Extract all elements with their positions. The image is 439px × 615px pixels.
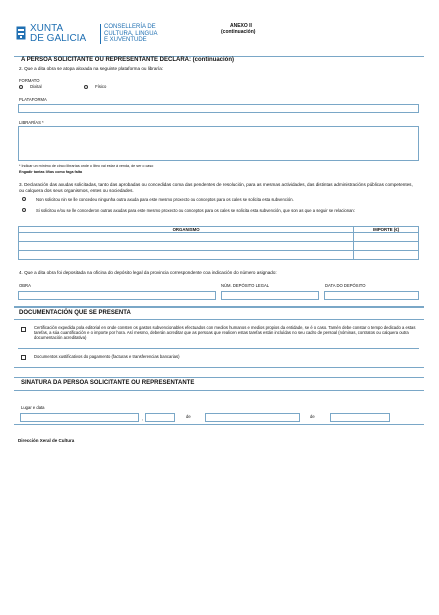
signature-title: SINATURA DA PERSOA SOLICITANTE OU REPRESENTANTE <box>21 380 195 386</box>
day-input[interactable] <box>145 413 175 422</box>
librarias-textarea[interactable] <box>18 126 419 161</box>
annex-title: ANEXO II <box>230 23 252 29</box>
col-organismo: ORGANISMO <box>19 227 354 233</box>
col-importe: IMPORTE (€) <box>354 227 419 233</box>
xunta-logo <box>16 24 106 44</box>
aid-table-row[interactable] <box>19 242 419 251</box>
date-comma: , <box>142 416 144 421</box>
deposit-number-input[interactable] <box>221 291 319 300</box>
doc-certificacion-label: Certificación expedida pola editorial en onde consten os gastos subvencionables efectuados con medios humanos e medios propios da entidade, se é o caso. Tamén debe constar o tempo dedicado a estas tarefas, a súa cuantificación e o importe por hora. Así mesmo, deberán acreditar que as persoas que realicen estas tarefas están incluídas no seu cadro de persoal (nóminas, contratos ou calquera outra documentación acreditativa) <box>34 325 416 340</box>
importe-cell[interactable] <box>354 242 419 251</box>
importe-cell[interactable] <box>354 233 419 242</box>
doc-divider <box>18 348 419 349</box>
aid-option-yes[interactable] <box>22 208 417 213</box>
dept-line-1: CONSELLERÍA DE <box>104 24 156 30</box>
year-input[interactable] <box>330 413 390 422</box>
date-de-1: de <box>186 414 191 419</box>
format-digital-option[interactable] <box>19 84 42 89</box>
platform-label: PLATAFORMA <box>19 97 47 102</box>
logo-text-1: XUNTA <box>30 23 64 34</box>
signature-title-rule <box>14 390 424 391</box>
organismo-cell[interactable] <box>19 233 354 242</box>
doc-xustificativos-label: Documentos xustificativos do pagamento (facturas e transferencias bancarias) <box>34 354 180 359</box>
format-digital-label: Dixital <box>30 84 42 89</box>
platform-input[interactable] <box>18 104 419 113</box>
dept-line-2: CULTURA, LINGUA <box>104 30 158 37</box>
librarias-label: LIBRARÍAS * <box>19 120 44 125</box>
dept-line-3: E XUVENTUDE <box>104 37 147 44</box>
format-fisico-option[interactable] <box>84 84 106 89</box>
aid-option-none[interactable] <box>22 197 417 202</box>
aid-table <box>18 226 419 260</box>
aid-yes-radio[interactable] <box>22 208 26 212</box>
aid-table-row[interactable] <box>19 233 419 242</box>
documentation-bottom-rule <box>14 367 424 368</box>
organismo-cell[interactable] <box>19 242 354 251</box>
declaration-title: A PERSOA SOLICITANTE OU REPRESENTANTE DECLARA: (continuación) <box>21 57 235 63</box>
date-de-2: de <box>310 414 315 419</box>
aid-none-radio[interactable] <box>22 197 26 201</box>
doc-certificacion-checkbox[interactable] <box>21 327 26 332</box>
xunta-shield-icon <box>16 26 26 40</box>
importe-cell[interactable] <box>354 251 419 260</box>
deposit-number-label: NÚM. DEPÓSITO LEGAL <box>221 283 270 288</box>
documentation-title-rule <box>14 319 424 320</box>
format-fisico-label: Físico <box>95 84 107 89</box>
question-2: 2. Que a dita obra se atopa aloxada na seguinte plataforma ou libraría: <box>19 66 164 71</box>
format-fisico-radio[interactable] <box>84 85 88 89</box>
librarias-note-2: Engadir tantas liñas como faga falta <box>19 170 83 174</box>
deposit-date-input[interactable] <box>324 291 419 300</box>
obra-input[interactable] <box>18 291 216 300</box>
obra-label: OBRA <box>19 283 31 288</box>
format-label: FORMATO <box>19 78 40 83</box>
logo-text-2: DE GALICIA <box>30 33 87 44</box>
annex-subtitle: (continuación) <box>221 29 256 35</box>
place-input[interactable] <box>20 413 139 422</box>
organismo-cell[interactable] <box>19 251 354 260</box>
aid-none-label: Non solicitou nin se lle concedeu ningunha outra axuda para este mesmo proxecto ou conceptos para os cales se solicita esta subvención. <box>36 197 294 202</box>
doc-xustificativos-checkbox[interactable] <box>21 355 26 360</box>
question-4: 4. Que a dita obra foi depositada na oficina do depósito legal da provincia correspondente coa indicación do número asignado: <box>19 270 277 275</box>
logo-divider <box>100 24 101 44</box>
documentation-title: DOCUMENTACIÓN QUE SE PRESENTA <box>19 310 131 316</box>
department-name <box>104 24 158 44</box>
aid-yes-label: Si solicitou e/ou se lle concederon outras axudas para este mesmo proxecto ou conceptos para os cales se solicita esta subvención, que son as que a seguir se relacionan: <box>36 208 355 213</box>
month-input[interactable] <box>205 413 300 422</box>
footer-department: Dirección Xeral de Cultura <box>18 438 75 443</box>
aid-table-row[interactable] <box>19 251 419 260</box>
question-3: 3. Declaración das axudas solicitadas, tanto das aprobadas ou concedidas coma das pendentes de resolución, para as mesmas actividades, das distintas administracións públicas competentes, ou calquera dos seus organismos, entes ou sociedades. <box>19 182 413 193</box>
deposit-date-label: DATA DO DEPÓSITO <box>325 283 366 288</box>
place-date-label: Lugar e data <box>21 405 45 410</box>
librarias-note: * Indicar un mínimo de cinco librarías onde o libro vai estar á venda, de ser o caso <box>19 164 154 168</box>
documentation-top-rule <box>14 307 424 308</box>
format-digital-radio[interactable] <box>19 85 23 89</box>
